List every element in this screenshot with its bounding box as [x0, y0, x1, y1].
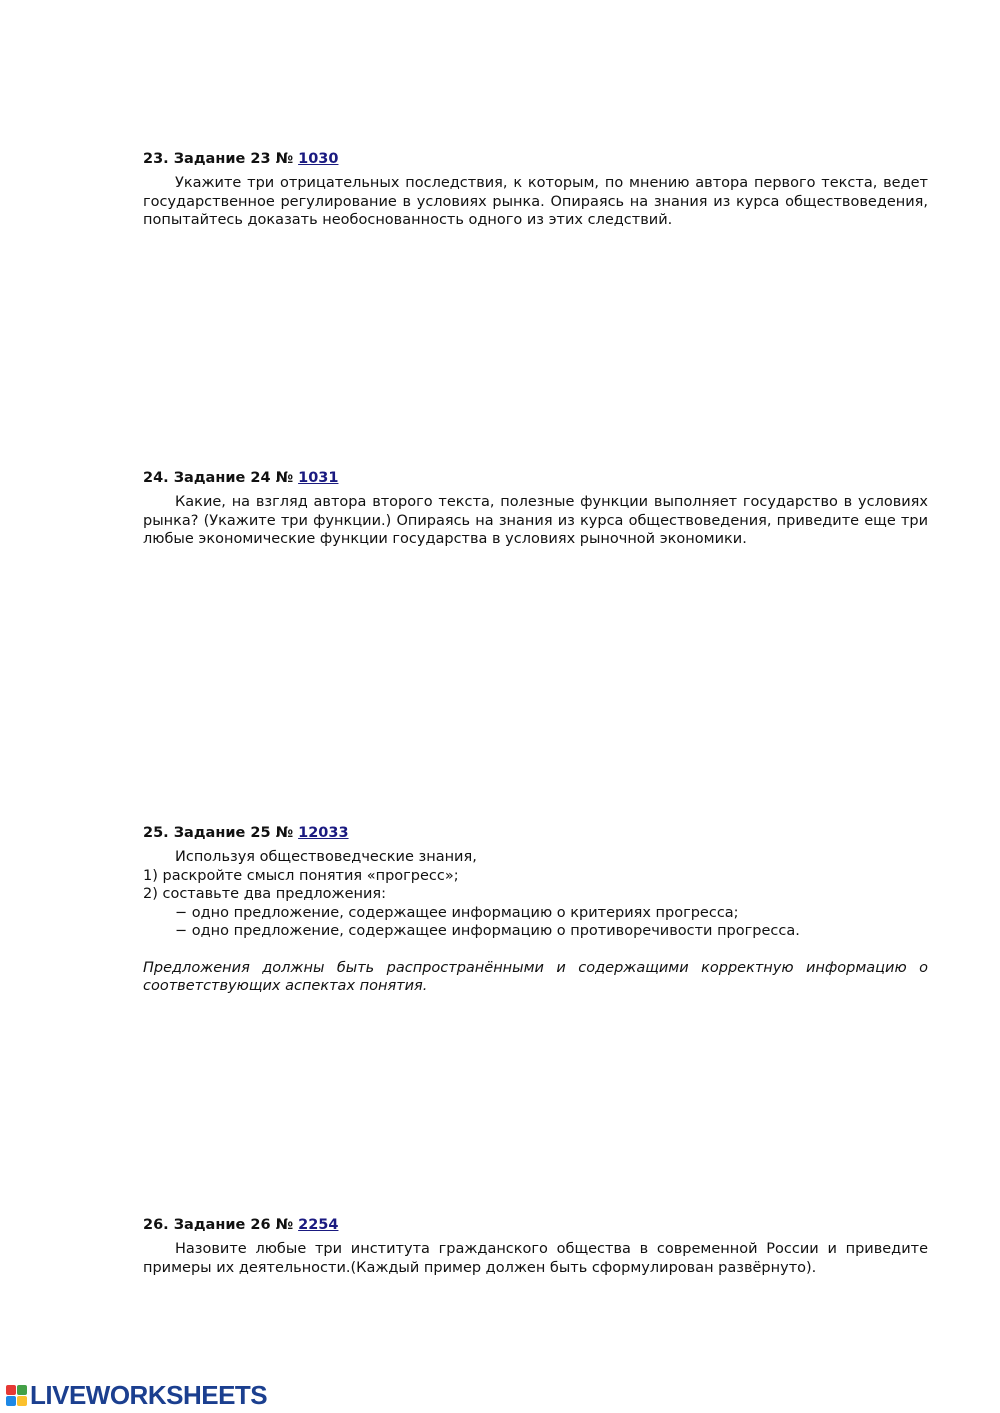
task-24	[143, 469, 928, 549]
liveworksheets-logo[interactable]	[6, 1382, 267, 1408]
task-25-header	[143, 824, 928, 842]
task-25	[143, 824, 928, 996]
task-24-header	[143, 469, 928, 487]
task-23-number-link[interactable]: 1030	[298, 151, 339, 167]
logo-square-2	[17, 1385, 27, 1395]
task-23-title: 23. Задание 23 №	[143, 151, 299, 167]
task-24-title: 24. Задание 24 №	[143, 470, 299, 486]
task-25-subitem-2: − одно предложение, содержащее информацию о противоречивости прогресса.	[175, 923, 800, 939]
task-25-number-link[interactable]: 12033	[298, 825, 349, 841]
task-23-header	[143, 150, 928, 168]
task-24-number-link[interactable]: 1031	[298, 470, 339, 486]
task-24-text: Какие, на взгляд автора второго текста, полезные функции выполняет государство в условиях рынка? (Укажите три функции.) Опираясь на знания из курса обществоведения, приведите еще три любые экономические функции государства в условиях рыночной экономики.	[143, 494, 928, 547]
task-25-item-2: 2) составьте два предложения:	[143, 886, 387, 902]
task-26	[143, 1216, 928, 1277]
task-26-header	[143, 1216, 928, 1234]
logo-square-3	[6, 1396, 16, 1406]
task-26-number-link[interactable]: 2254	[298, 1217, 339, 1233]
liveworksheets-logo-icon	[6, 1385, 27, 1406]
task-25-note: Предложения должны быть распространёнными и содержащими корректную информацию о соответствующих аспектах понятия.	[143, 959, 928, 994]
task-25-intro: Используя обществоведческие знания,	[175, 849, 477, 865]
task-23-text: Укажите три отрицательных последствия, к которым, по мнению автора первого текста, ведет государственное регулирование в условиях рынка. Опираясь на знания из курса обществоведения, попытайтесь доказать необоснованность одного из этих следствий.	[143, 175, 928, 228]
task-25-item-1: 1) раскройте смысл понятия «прогресс»;	[143, 867, 459, 884]
logo-square-4	[17, 1396, 27, 1406]
task-25-title: 25. Задание 25 №	[143, 825, 299, 841]
task-23	[143, 150, 928, 230]
logo-square-1	[6, 1385, 16, 1395]
task-26-title: 26. Задание 26 №	[143, 1217, 299, 1233]
task-26-text: Назовите любые три института гражданского общества в современной России и приведите примеры их деятельности.(Каждый пример должен быть сформулирован развёрнуто).	[143, 1241, 928, 1276]
task-25-subitem-1: − одно предложение, содержащее информацию о критериях прогресса;	[175, 904, 739, 921]
logo-text: LIVEWORKSHEETS	[30, 1380, 268, 1410]
